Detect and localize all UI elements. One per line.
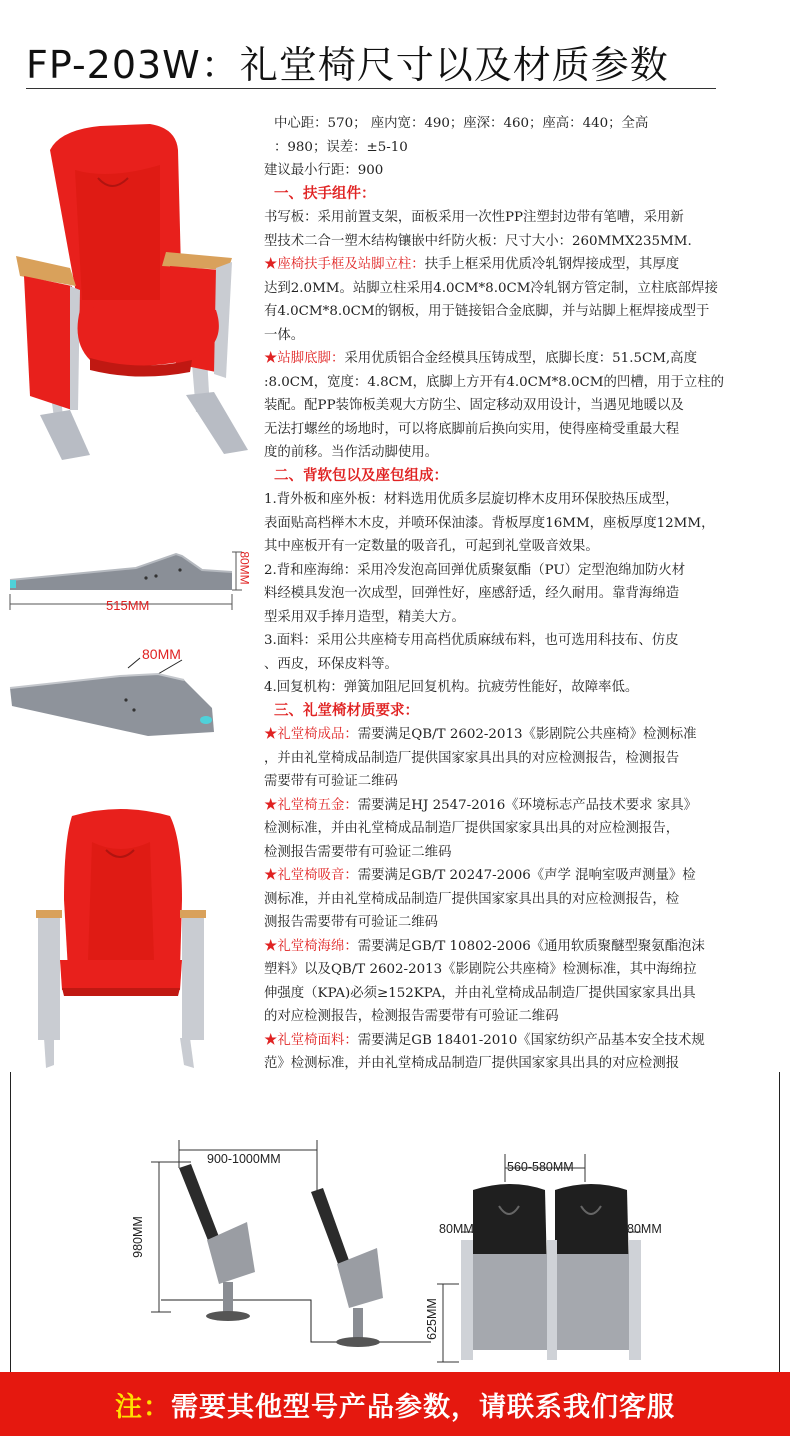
armrest-right-label: 80MM — [627, 1222, 662, 1236]
spec-line: 型技术二合一塑木结构镶嵌中纤防火板：尺寸大小：260MMX235MM. — [264, 233, 692, 249]
spec-keyword: ★礼堂椅五金： — [264, 797, 358, 813]
chair-front-image — [30, 800, 220, 1072]
section-heading-armrest: 一、扶手组件： — [274, 185, 376, 202]
spec-line: 测报告需要带有可验证二维码 — [264, 915, 439, 930]
spec-line: 、西皮，环保皮料等。 — [264, 656, 398, 672]
spec-line: 塑料》以及QB/T 2602-2013《影剧院公共座椅》检测标准，其中海绵拉 — [264, 962, 697, 977]
foot-angled-diagram — [8, 640, 258, 750]
spec-line: ★站脚底脚：采用优质铝合金经模具压铸成型，底脚长度：51.5CM,高度 — [264, 351, 697, 366]
spec-line: ★礼堂椅海绵：需要满足GB/T 10802-2006《通用软质聚醚型聚氨酯泡沫 — [264, 938, 705, 954]
spec-line: 表面贴高档榉木木皮，并喷环保油漆。背板厚度16MM，座板厚度12MM， — [264, 515, 715, 531]
spec-keyword: ★座椅扶手框及站脚立柱： — [264, 257, 425, 272]
spec-keyword: ★站脚底脚： — [264, 351, 345, 366]
spec-line: 4.回复机构：弹簧加阻尼回复机构。抗疲劳性能好，故障率低。 — [264, 680, 639, 695]
spec-line: 一体。 — [264, 327, 305, 343]
foot-length-label: 515MM — [106, 598, 150, 613]
spec-line: 的对应检测报告，检测报告需要带有可验证二维码 — [264, 1009, 559, 1024]
spec-text — [264, 112, 782, 1076]
foot-height-label-wrap — [236, 549, 258, 589]
spec-line: 范》检测标准，并由礼堂椅成品制造厂提供国家家具出具的对应检测报 — [264, 1056, 680, 1071]
spec-line: 料经模具发泡一次成型，回弹性好，座感舒适，经久耐用。靠背海绵造 — [264, 586, 680, 601]
spec-keyword: ★礼堂椅成品： — [264, 727, 358, 742]
armrest-left-label: 80MM — [439, 1222, 474, 1236]
spec-line: 书写板：采用前置支架，面板采用一次性PP注塑封边带有笔嘈，采用新 — [264, 210, 684, 225]
spec-line: ★礼堂椅成品：需要满足QB/T 2602-2013《影剧院公共座椅》检测标准 — [264, 727, 697, 742]
spec-line: 检测标准，并由礼堂椅成品制造厂提供国家家具出具的对应检测报告， — [264, 821, 680, 836]
spec-line: 测标准，并由礼堂椅成品制造厂提供国家家具出具的对应检测报告，检 — [264, 891, 680, 907]
spec-line: 中心距：570； 座内宽：490；座深：460；座高：440；全高 — [274, 116, 649, 131]
spec-line: 检测报告需要带有可验证二维码 — [264, 844, 452, 860]
spec-line: ★座椅扶手框及站脚立柱：扶手上框采用优质冷轧钢焊接成型，其厚度 — [264, 257, 680, 272]
layout-diagram — [10, 1072, 780, 1372]
seat-height-label: 625MM — [424, 1298, 439, 1340]
spec-line: 有4.0CM*8.0CM的钢板，用于链接铝合金底脚，并与站脚上框焊接成型于 — [264, 304, 710, 319]
footer-banner — [0, 1372, 790, 1436]
spec-line: :8.0CM，宽度：4.8CM，底脚上方开有4.0CM*8.0CM的凹槽，用于立柱的 — [264, 374, 725, 390]
title-divider — [26, 88, 716, 89]
center-distance-label: 560-580MM — [507, 1160, 574, 1174]
foot-height-label: 80MM — [237, 551, 252, 585]
spec-line: 度的前移。当作活动脚使用。 — [264, 445, 439, 460]
spec-line: 装配。配PP装饰板美观大方防尘、固定移动双用设计，当遇见地暖以及 — [264, 398, 684, 413]
spec-keyword: ★礼堂椅海绵： — [264, 938, 358, 954]
page-title: FP-203W：礼堂椅尺寸以及材质参数 — [26, 43, 669, 87]
spec-line: ：980；误差：±5-10 — [274, 139, 408, 155]
spec-line: 其中座板开有一定数量的吸音孔，可起到礼堂吸音效果。 — [264, 539, 599, 554]
spec-line: 型采用双手捧月造型，精美大方。 — [264, 609, 465, 625]
spec-line: 无法打螺丝的场地时，可以将底脚前后换向实用，使得座椅受重最大程 — [264, 421, 680, 437]
spec-line: ★礼堂椅五金：需要满足HJ 2547-2016《环境标志产品技术要求 家具》 — [264, 797, 698, 813]
row-spacing-label: 900-1000MM — [207, 1152, 281, 1166]
spec-line: 建议最小行距：900 — [264, 163, 384, 178]
footer-note-label: 注： — [115, 1391, 171, 1423]
spec-line: 1.背外板和座外板：材料选用优质多层旋切桦木皮用环保胶热压成型， — [264, 492, 679, 507]
spec-keyword: ★礼堂椅面料： — [264, 1032, 358, 1048]
spec-line: 达到2.0MM。站脚立柱采用4.0CM*8.0CM冷轧钢方管定制，立柱底部焊接 — [264, 280, 718, 296]
foot-width-label: 80MM — [142, 646, 181, 662]
spec-line: ，并由礼堂椅成品制造厂提供国家家具出具的对应检测报告，检测报告 — [264, 750, 680, 766]
spec-line: 2.背和座海绵：采用冷发泡高回弹优质聚氨酯（PU）定型泡绵加防火材 — [264, 562, 686, 578]
spec-line: 3.面料：采用公共座椅专用高档优质麻绒布料，也可选用科技布、仿皮 — [264, 633, 679, 648]
spec-line: ★礼堂椅吸音：需要满足GB/T 20247-2006《声学 混响室吸声测量》检 — [264, 868, 696, 883]
section-heading-cushion: 二、背软包以及座包组成： — [274, 467, 448, 484]
footer-text: 需要其他型号产品参数，请联系我们客服 — [171, 1391, 675, 1423]
spec-line: 需要带有可验证二维码 — [264, 774, 398, 789]
spec-line: 伸强度（KPA)必须≥152KPA，并由礼堂椅成品制造厂提供国家家具出具 — [264, 985, 696, 1001]
spec-line: ★礼堂椅面料：需要满足GB 18401-2010《国家纺织产品基本安全技术规 — [264, 1032, 705, 1048]
spec-keyword: ★礼堂椅吸音： — [264, 868, 358, 883]
full-height-label: 980MM — [130, 1216, 145, 1258]
section-heading-material: 三、礼堂椅材质要求： — [274, 702, 419, 719]
chair-angled-image — [10, 110, 260, 480]
